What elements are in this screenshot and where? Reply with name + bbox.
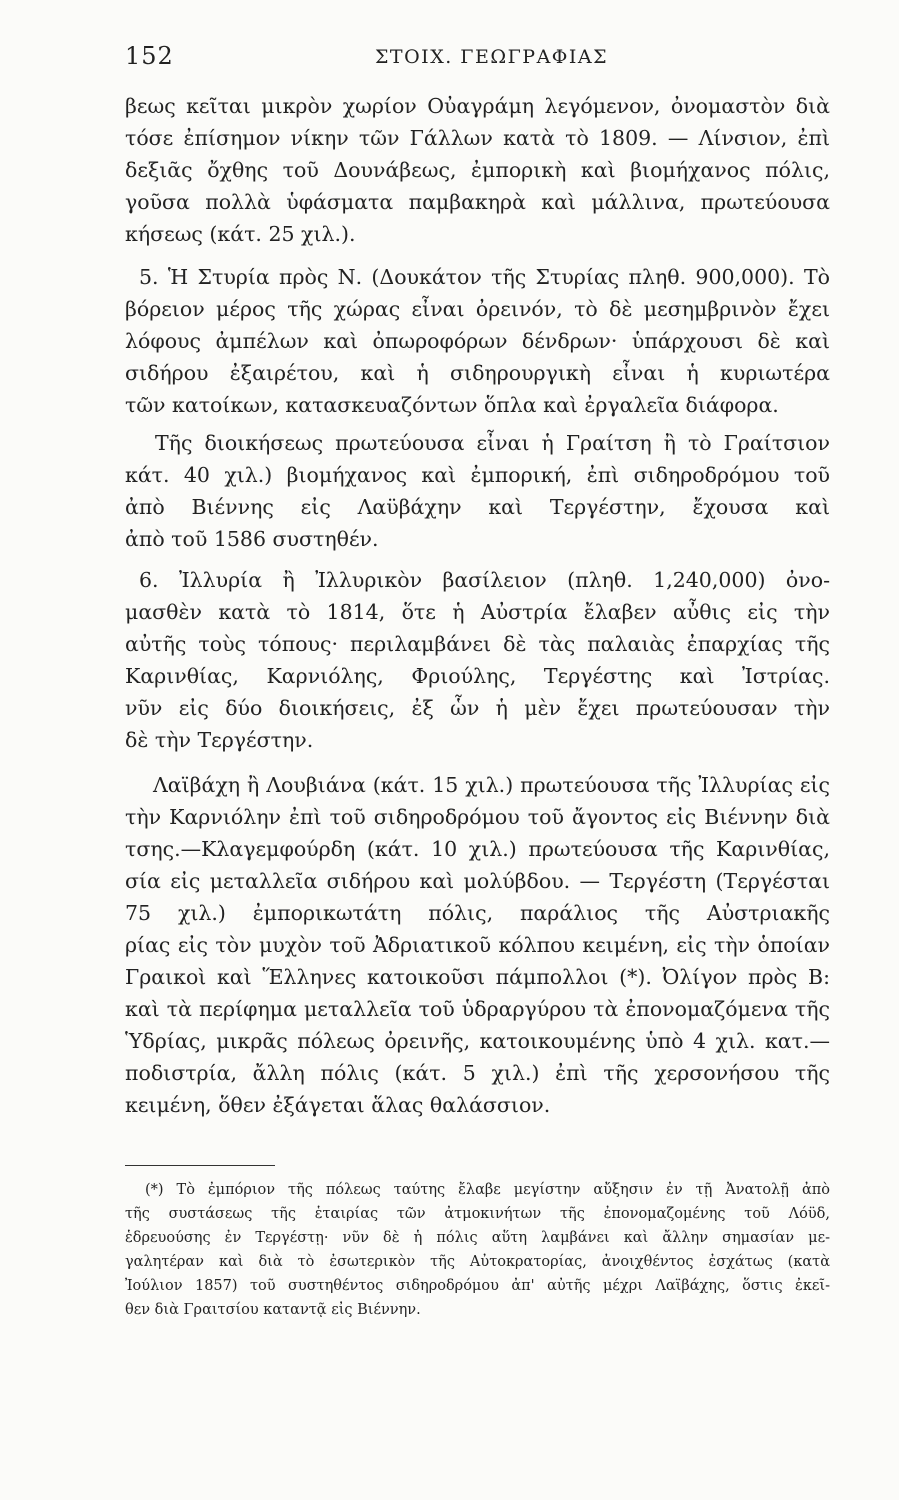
text-line: ποδιστρία, ἄλλη πόλις (κάτ. 5 χιλ.) ἐπὶ τῆς χερσονήσου τῆς xyxy=(125,1061,830,1085)
text-line: τόσε ἐπίσημον νίκην τῶν Γάλλων κατὰ τὸ 1809. — Λίνσιον, ἐπὶ xyxy=(125,126,830,150)
text-line: τσης.—Κλαγεμφούρδη (κάτ. 10 χιλ.) πρωτεύουσα τῆς Καρινθίας, xyxy=(125,837,830,861)
footnote-line: ἑδρευούσης ἐν Τεργέστῃ· νῦν δὲ ἡ πόλις αὕτη λαμβάνει καὶ ἄλλην σημασίαν με- xyxy=(125,1230,830,1246)
text-line: κειμένη, ὅθεν ἐξάγεται ἅλας θαλάσσιον. xyxy=(125,1093,551,1117)
text-line: ἀπὸ Βιέννης εἰς Λαϋβάχην καὶ Τεργέστην, ἔχουσα καὶ xyxy=(125,495,830,519)
text-line: τῶν κατοίκων, κατασκευαζόντων ὅπλα καὶ ἐργαλεῖα διάφορα. xyxy=(125,393,779,417)
text-line: ρίας εἰς τὸν μυχὸν τοῦ Ἀδριατικοῦ κόλπου κειμένη, εἰς τὴν ὁποίαν xyxy=(125,933,830,957)
text-line: γοῦσα πολλὰ ὑφάσματα παμβακηρὰ καὶ μάλλινα, πρωτεύουσα xyxy=(125,190,830,214)
text-line: δὲ τὴν Τεργέστην. xyxy=(125,728,314,752)
page-header xyxy=(125,42,830,82)
text-line: Ὑδρίας, μικρᾶς πόλεως ὀρεινῆς, κατοικουμένης ὑπὸ 4 χιλ. κατ.— xyxy=(125,1029,830,1053)
footnote-line: (*) Τὸ ἐμπόριον τῆς πόλεως ταύτης ἔλαβε μεγίστην αὔξησιν ἐν τῇ Ἀνατολῇ ἀπὸ xyxy=(145,1182,830,1198)
footnote-line: Ἰούλιον 1857) τοῦ συστηθέντος σιδηροδρόμου ἀπ' αὐτῆς μέχρι Λαϊβάχης, ὅστις ἐκεῖ- xyxy=(125,1278,830,1294)
text-line: σιδήρου ἐξαιρέτου, καὶ ἡ σιδηρουργικὴ εἶναι ἡ κυριωτέρα xyxy=(125,361,830,385)
text-line: βεως κεῖται μικρὸν χωρίον Οὐαγράμη λεγόμενον, ὀνομαστὸν διὰ xyxy=(125,94,830,118)
text-line: νῦν εἰς δύο διοικήσεις, ἐξ ὧν ἡ μὲν ἔχει πρωτεύουσαν τὴν xyxy=(125,696,830,720)
footnote-line: θεν διὰ Γραιτσίου καταντᾷ εἰς Βιέννην. xyxy=(125,1302,421,1318)
text-line: Γραικοὶ καὶ Ἕλληνες κατοικοῦσι πάμπολλοι (*). Ὀλίγον πρὸς Β: xyxy=(125,965,830,989)
text-line: 75 χιλ.) ἐμπορικωτάτη πόλις, παράλιος τῆς Αὐστριακῆς xyxy=(125,901,830,925)
text-line: καὶ τὰ περίφημα μεταλλεῖα τοῦ ὑδραργύρου τὰ ἐπονομαζόμενα τῆς xyxy=(125,997,830,1021)
text-line: βόρειον μέρος τῆς χώρας εἶναι ὀρεινόν, τὸ δὲ μεσημβρινὸν ἔχει xyxy=(125,297,830,321)
text-line: Λαϊβάχη ἢ Λουβιάνα (κάτ. 15 χιλ.) πρωτεύουσα τῆς Ἰλλυρίας εἰς xyxy=(153,773,830,797)
footnote-divider xyxy=(125,1165,275,1166)
text-line: σία εἰς μεταλλεῖα σιδήρου καὶ μολύβδου. — Τεργέστη (Τεργέσται xyxy=(125,869,830,893)
text-line: μασθὲν κατὰ τὸ 1814, ὅτε ἡ Αὐστρία ἔλαβεν αὖθις εἰς τὴν xyxy=(125,600,830,624)
running-head: ΣΤΟΙΧ. ΓΕΩΓΡΑΦΙΑΣ xyxy=(375,46,609,68)
footnote-line: τῆς συστάσεως τῆς ἑταιρίας τῶν ἀτμοκινήτων τῆς ἐπονομαζομένης τοῦ Λόϋδ, xyxy=(125,1206,830,1222)
page-number: 152 xyxy=(125,42,174,70)
text-line: αὐτῆς τοὺς τόπους· περιλαμβάνει δὲ τὰς παλαιὰς ἐπαρχίας τῆς xyxy=(125,632,830,656)
footnote-line: γαλητέραν καὶ διὰ τὸ ἐσωτερικὸν τῆς Αὐτοκρατορίας, ἀνοιχθέντος ἐσχάτως (κατὰ xyxy=(125,1254,830,1270)
text-line: Τῆς διοικήσεως πρωτεύουσα εἶναι ἡ Γραίτση ἢ τὸ Γραίτσιον xyxy=(155,431,830,455)
text-line: δεξιᾶς ὄχθης τοῦ Δουνάβεως, ἐμπορικὴ καὶ βιομήχανος πόλις, xyxy=(125,158,830,182)
text-line: λόφους ἀμπέλων καὶ ὀπωροφόρων δένδρων· ὑπάρχουσι δὲ καὶ xyxy=(125,329,830,353)
section-heading-illyria: 6. Ἰλλυρία ἢ Ἰλλυρικὸν βασίλειον (πληθ. 1,240,000) ὀνο- xyxy=(139,568,830,592)
text-line: ἀπὸ τοῦ 1586 συστηθέν. xyxy=(125,527,379,551)
section-heading-styria: 5. Ἡ Στυρία πρὸς Ν. (Δουκάτον τῆς Στυρίας πληθ. 900,000). Τὸ xyxy=(139,265,830,289)
text-line: κάτ. 40 χιλ.) βιομήχανος καὶ ἐμπορική, ἐπὶ σιδηροδρόμου τοῦ xyxy=(125,463,830,487)
text-line: τὴν Καρνιόλην ἐπὶ τοῦ σιδηροδρόμου τοῦ ἄγοντος εἰς Βιέννην διὰ xyxy=(125,805,830,829)
text-line: Καρινθίας, Καρνιόλης, Φριούλης, Τεργέστης καὶ Ἰστρίας. xyxy=(125,664,830,688)
text-line: κήσεως (κάτ. 25 χιλ.). xyxy=(125,222,356,246)
